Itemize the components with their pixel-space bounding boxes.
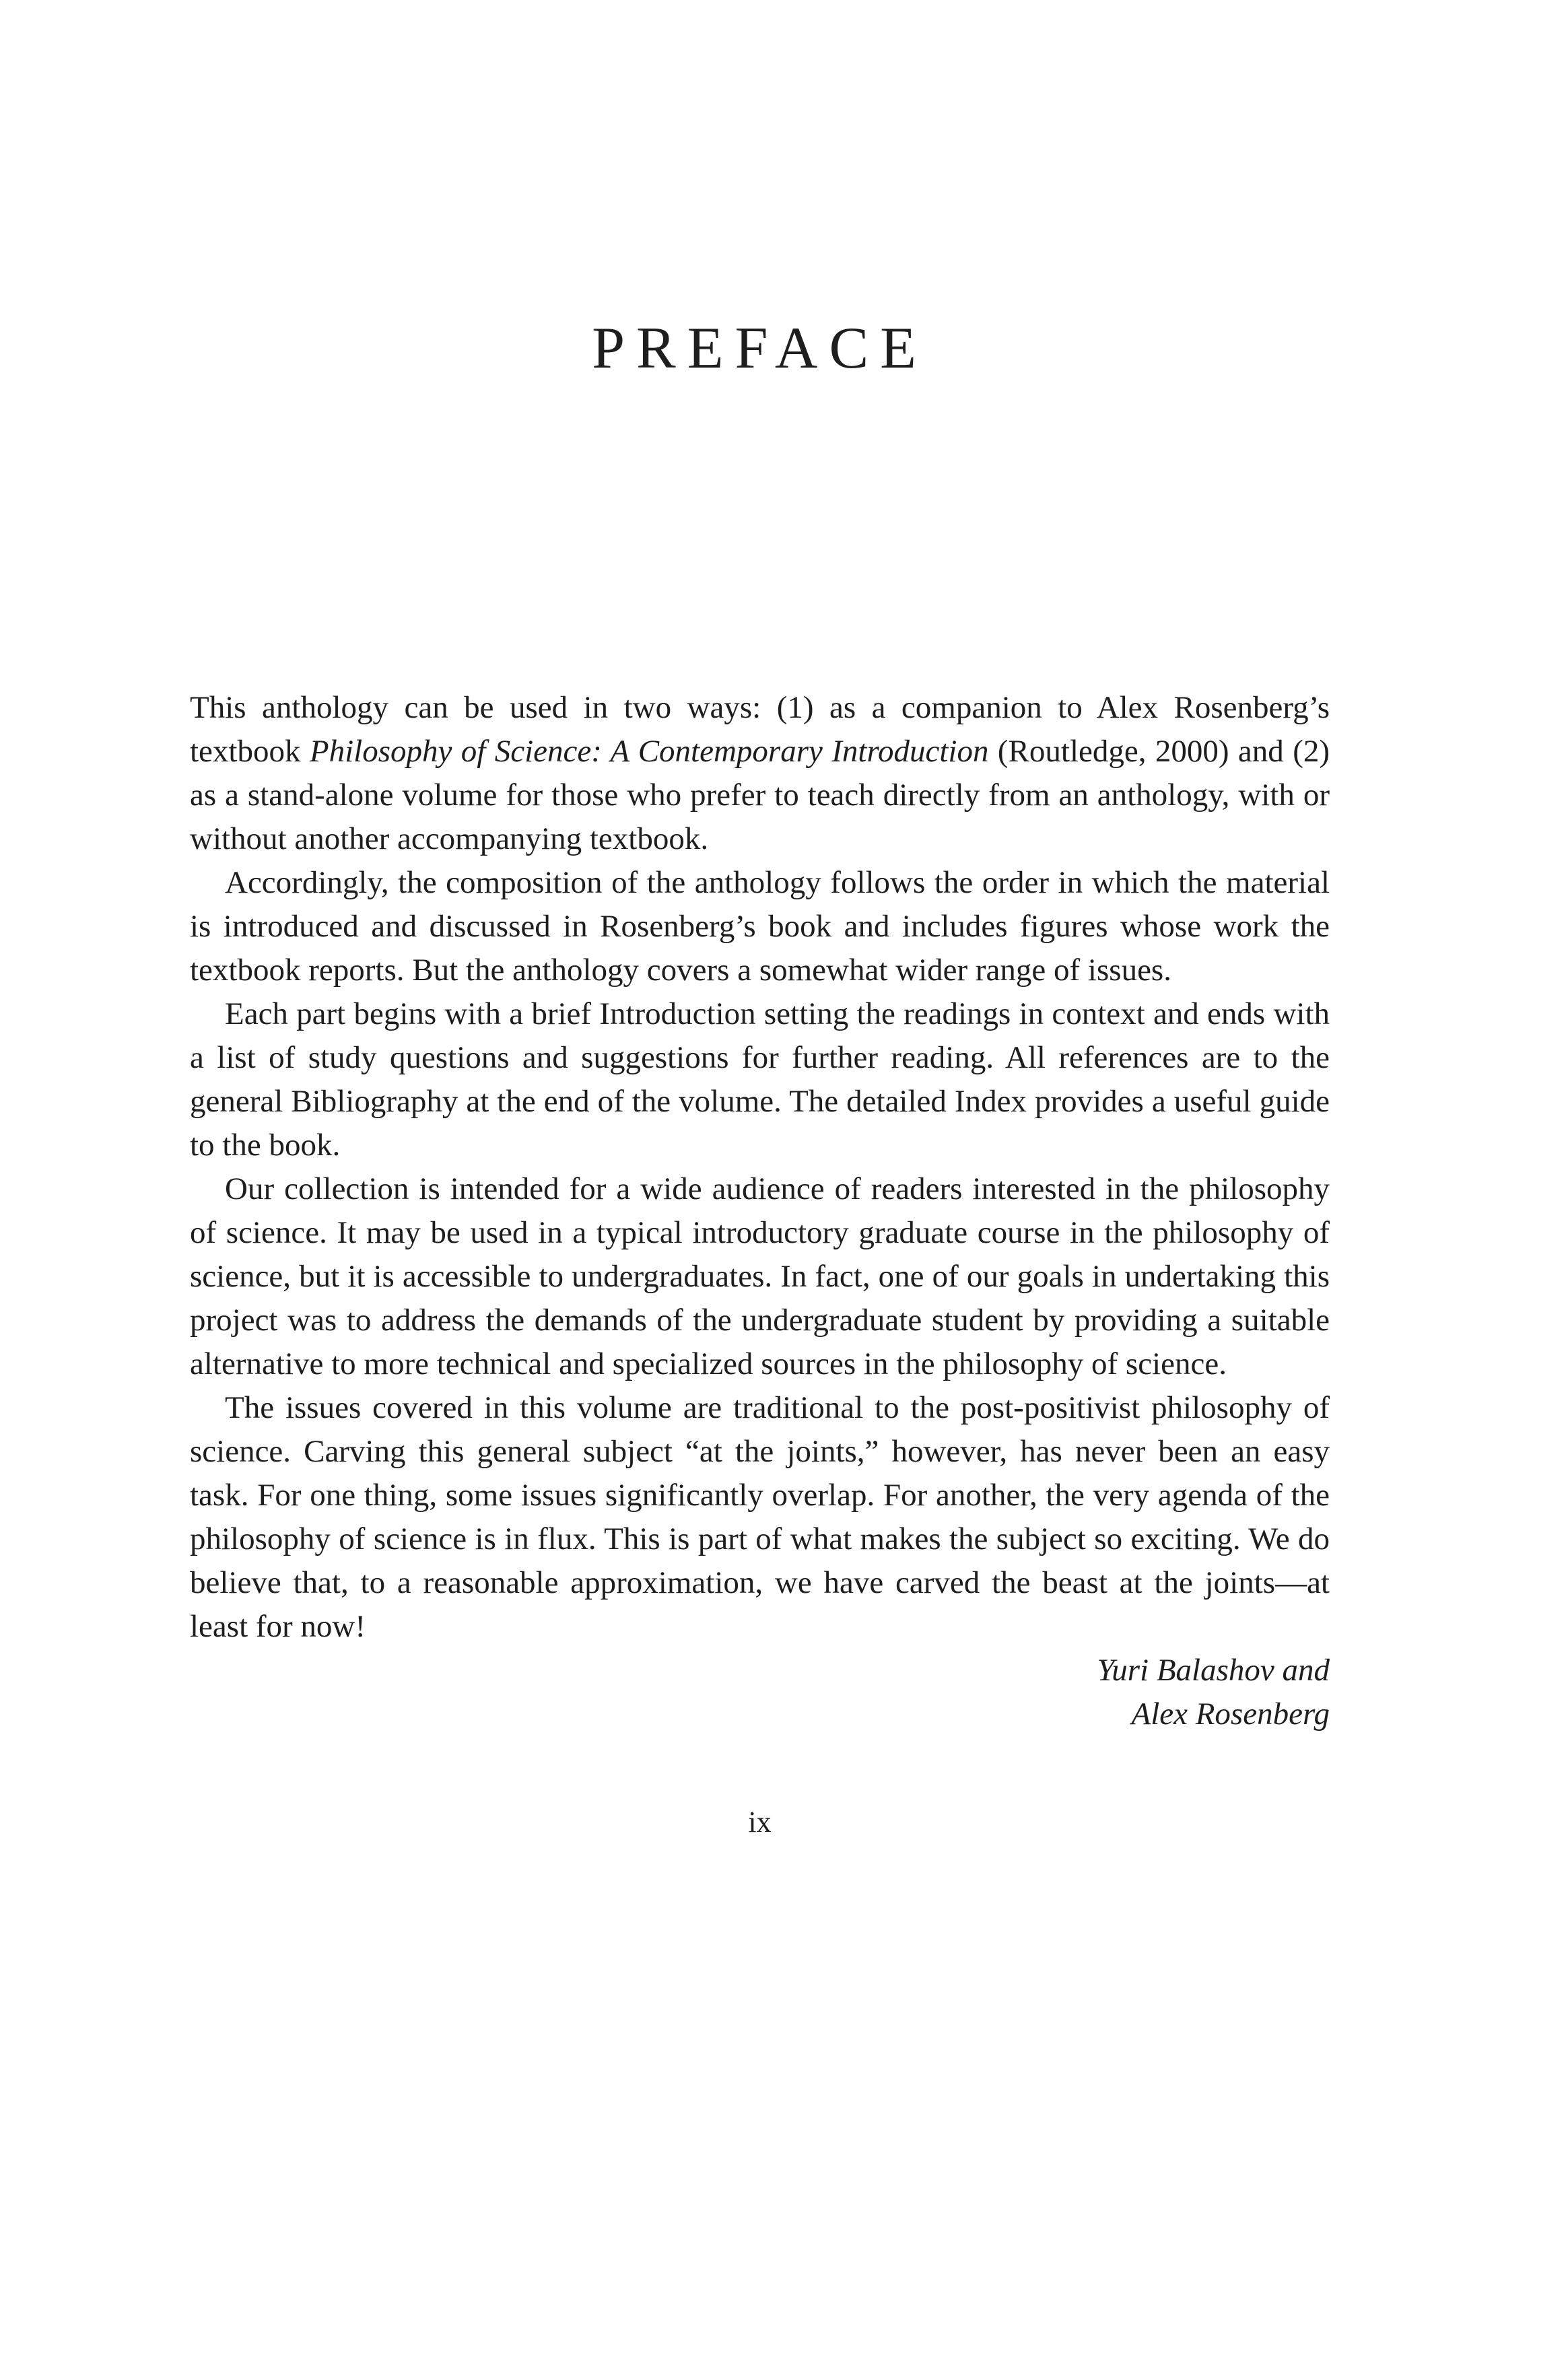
paragraph	[190, 686, 1330, 861]
page-title: PREFACE	[592, 316, 928, 381]
signature-line: Alex Rosenberg	[1131, 1696, 1330, 1732]
paragraph	[190, 1386, 1330, 1649]
page-content	[190, 0, 1330, 1844]
paragraph	[190, 992, 1330, 1167]
paragraph	[190, 1167, 1330, 1386]
paragraph	[190, 861, 1330, 992]
preface-body	[190, 686, 1330, 1649]
book-title-italic: Philosophy of Science: A Contemporary Introduction	[309, 733, 989, 769]
paragraph-text: (Routledge, 2000) and (2) as a stand-alone volume for those who prefer to teach directly from an anthology, with or without another accompanying textbook.	[190, 733, 1330, 856]
author-signature	[190, 1649, 1330, 1736]
paragraph-text: Each part begins with a brief Introduction setting the readings in context and ends with a list of study questions and suggestions for further reading. All references are to the general Bibliography at the end of the volume. The detailed Index provides a useful guide to the book.	[190, 996, 1330, 1163]
paragraph-text: This anthology can be used in two ways: (1) as a companion to Alex Rosenberg’s textbook	[190, 689, 1330, 769]
paragraph-text: Accordingly, the composition of the anthology follows the order in which the material is introduced and discussed in Rosenberg’s book and includes figures whose work the textbook reports. But the anthology covers a somewhat wider range of issues.	[190, 864, 1330, 988]
signature-line: Yuri Balashov and	[1097, 1652, 1330, 1688]
paragraph-text: The issues covered in this volume are traditional to the post-positivist philosophy of science. Carving this general subject “at the joints,” however, has never been an easy task. For one thing, some issues significantly overlap. For another, the very agenda of the philosophy of science is in flux. This is part of what makes the subject so exciting. We do believe that, to a reasonable approximation, we have carved the beast at the joints—at least for now!	[190, 1390, 1330, 1644]
page-number: ix	[748, 1805, 772, 1839]
paragraph-text: Our collection is intended for a wide audience of readers interested in the philosophy of science. It may be used in a typical introductory graduate course in the philosophy of science, but it is accessible to undergraduates. In fact, one of our goals in undertaking this project was to address the demands of the undergraduate student by providing a suitable alternative to more technical and specialized sources in the philosophy of science.	[190, 1171, 1330, 1381]
